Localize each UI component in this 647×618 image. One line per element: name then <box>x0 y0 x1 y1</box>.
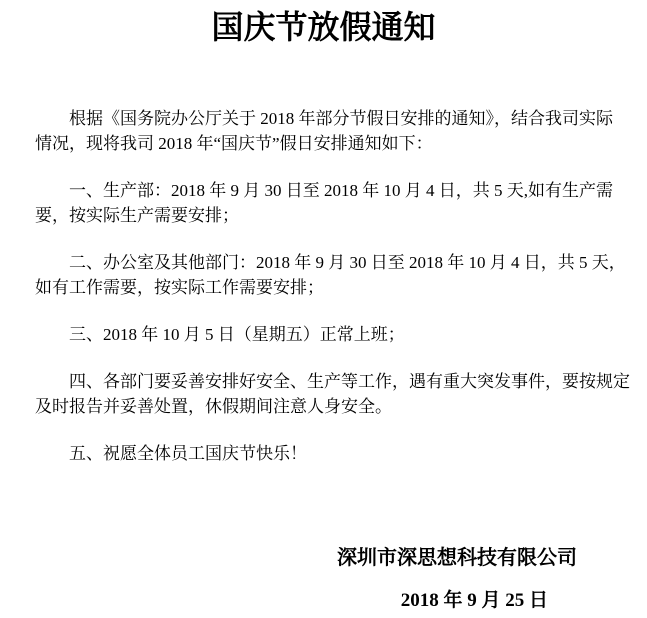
paragraph-line: 根据《国务院办公厅关于 2018 年部分节假日安排的通知》，结合我司实际 <box>69 109 613 128</box>
document-title: 国庆节放假通知 <box>211 9 436 45</box>
paragraph-line: 情况，现将我司 2018 年“国庆节”假日安排通知如下： <box>35 134 433 153</box>
paragraph-line: 及时报告并妥善处置，休假期间注意人身安全。 <box>35 397 392 416</box>
paragraph-line: 一、生产部：2018 年 9 月 30 日至 2018 年 10 月 4 日，共 5 天,如有生产需 <box>69 181 613 200</box>
document-body <box>35 106 630 613</box>
paragraph-line: 要，按实际生产需要安排； <box>35 206 239 225</box>
paragraph-item-4-safety <box>35 369 630 419</box>
paragraph-line: 如有工作需要，按实际工作需要安排； <box>35 278 324 297</box>
paragraph-item-3-back-to-work <box>35 322 612 347</box>
paragraph-line: 二、办公室及其他部门：2018 年 9 月 30 日至 2018 年 10 月 4 日，共 5 天， <box>69 253 626 272</box>
signature-date: 2018 年 9 月 25 日 <box>400 590 548 611</box>
paragraph-item-2-office-depts <box>35 250 626 300</box>
paragraph-item-5-wishes <box>35 441 612 466</box>
company-signature: 深圳市深思想科技有限公司 <box>337 547 577 569</box>
paragraph-line: 三、2018 年 10 月 5 日（星期五）正常上班； <box>69 325 405 344</box>
paragraph-line: 五、祝愿全体员工国庆节快乐！ <box>69 444 307 463</box>
paragraph-item-1-production-dept <box>35 178 612 228</box>
paragraph-line: 四、各部门要妥善安排好安全、生产等工作，遇有重大突发事件，要按规定 <box>69 372 630 391</box>
paragraph-intro <box>35 106 612 156</box>
